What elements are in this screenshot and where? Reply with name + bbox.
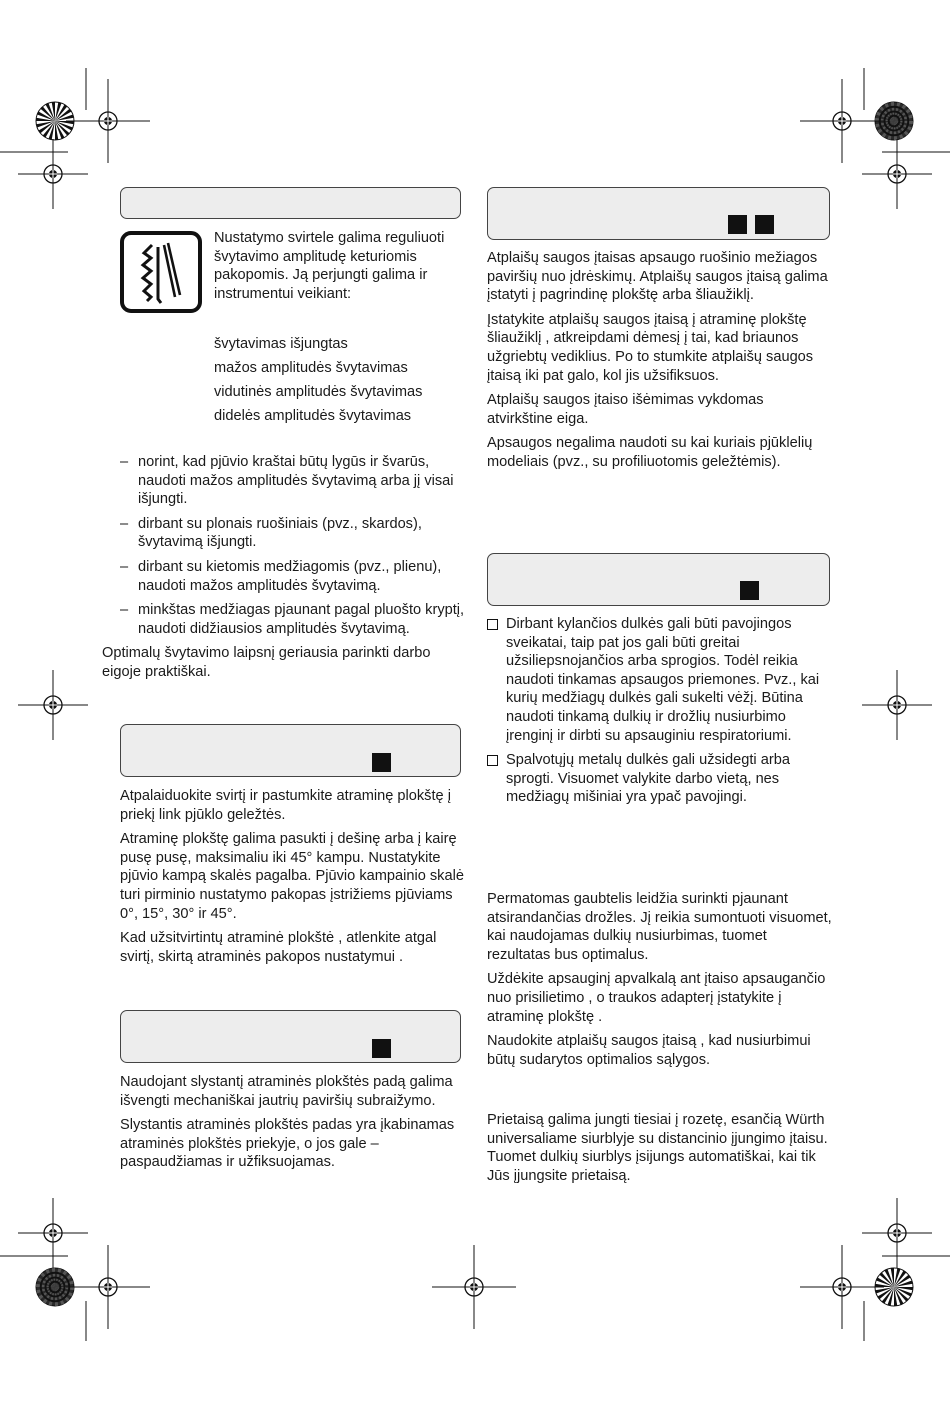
pendulum-level-1: mažos amplitudės švytavimas [214, 360, 408, 376]
splinter-paragraph: Apsaugos negalima naudoti su kai kuriais pjūklelių modeliais (pvz., su profiliuotomis geležtėmis). [487, 435, 813, 470]
cover-paragraph: Permatomas gaubtelis leidžia surinkti pjaunant atsirandančias drožles. Jį reikia sumontuoti visuomet, kai naudojamas dulkių nusiurbimas, tuomet rezultatas bus optimalus. [487, 891, 832, 963]
checkbox-bullet-icon [487, 619, 498, 630]
crosshair-registration-mark [66, 79, 150, 163]
sliding-pad-paragraph: Slystantis atraminės plokštės padas yra įkabinamas atraminės plokštės priekyje, o jos gale – paspaudžiamas ir užfiksuojamas. [120, 1117, 455, 1171]
section-header-dust [487, 553, 830, 606]
black-square-marker [755, 215, 774, 234]
dust-warning-item [487, 615, 833, 745]
splinter-paragraph: Atplaišų saugos įtaiso išėmimas vykdomas atvirkštine eiga. [487, 392, 764, 427]
crosshair-registration-mark [862, 1198, 932, 1268]
splinter-paragraph: Atplaišų saugos įtaisas apsaugo ruošinio mežiagos paviršių nuo įdrėskimų. Atplaišų saugos įtaisą galima įstatyti į pagrindinę plokštę arba šliaužiklį. [487, 250, 828, 304]
pendulum-level-0: švytavimas išjungtas [214, 336, 348, 352]
crosshair-registration-mark [18, 139, 88, 209]
baseplate-paragraph: Kad užsitvirtintų atraminė plokštė , atlenkite atgal svirtį, skirtą atraminės pakopos nustatymui . [120, 930, 437, 965]
section-header-splinter-guard [487, 187, 830, 240]
cover-paragraph: Naudokite atplaišų saugos įtaisą , kad nusiurbimui būtų sudarytos optimalios sąlygos. [487, 1033, 811, 1068]
dust-warning-item [487, 751, 833, 807]
pendulum-level-3: didelės amplitudės švytavimas [214, 408, 412, 424]
vacuum-paragraph: Prietaisą galima jungti tiesiai į rozetę, esančią Würth universaliame siurblyje su distancinio įjungimo įtaisu. Tuomet dulkių siurblys įsijungs automatiškai, kai tik Jūs įjungsite prietaisą. [487, 1112, 828, 1184]
section-header-pendulum [120, 187, 461, 219]
baseplate-paragraph: Atpalaiduokite svirtį ir pastumkite atraminę plokštę į priekį link pjūklo geležtės. [120, 788, 451, 823]
cover-paragraph: Uždėkite apsauginį apvalkalą ant įtaiso apsaugančio nuo prisilietimo , o traukos adapterį įstatykite į atraminę plokštę . [487, 971, 826, 1025]
crosshair-registration-mark [800, 1245, 884, 1329]
pendulum-stroke-icon [120, 231, 202, 313]
black-square-marker [372, 1039, 391, 1058]
crosshair-registration-mark [18, 1198, 88, 1268]
sliding-pad-paragraph: Naudojant slystantį atraminės plokštės padą galima išvengti mechaniškai jautrių paviršių subraižymo. [120, 1074, 453, 1109]
crosshair-registration-mark [18, 670, 88, 740]
crosshair-registration-mark [862, 139, 932, 209]
optimal-text: Optimalų švytavimo laipsnį geriausia parinkti darbo eigoje praktiškai. [102, 645, 431, 680]
tip-item: – dirbant su plonais ruošiniais (pvz., skardos), švytavimą išjungti. [120, 515, 466, 552]
crosshair-registration-mark [862, 670, 932, 740]
black-square-marker [740, 581, 759, 600]
black-square-marker [372, 753, 391, 772]
crosshair-registration-mark [432, 1245, 516, 1329]
black-square-marker [728, 215, 747, 234]
pendulum-level-2: vidutinės amplitudės švytavimas [214, 384, 423, 400]
dust-warning-text: Dirbant kylančios dulkės gali būti pavojingos sveikatai, taip pat jos gali būti greitai užsiliepsnojančios arba sprogios. Todėl reikia naudoti tinkamas apsaugos priemones. Pvz., kai kurių medžiagų dulkės gali sukelti vėžį. Būtina naudoti tinkamą dulkių ir drožlių nusiurbimo įrenginį ir dirbti su apsauginiu respiratoriumi. [506, 616, 820, 744]
baseplate-paragraph: Atraminę plokštę galima pasukti į dešinę arba į kairę pusę pusę, maksimaliu iki 45° kampu. Nustatykite pjūvio kampą skalės pagalba. Pjūvio kampainio skalė turi pirminio nustatymo pakopas įstrižiems pjūviams 0°, 15°, 30° ir 45°. [120, 831, 464, 922]
checkbox-bullet-icon [487, 755, 498, 766]
crosshair-registration-mark [66, 1245, 150, 1329]
splinter-paragraph: Įstatykite atplaišų saugos įtaisą į atraminę plokštę šliaužiklį , atkreipdami dėmesį į tai, kad briaunos užgriebtų vediklius. Po to stumkite atplaišų saugos įtaisą iki pat galo, kol jis užsifiksuos. [487, 311, 814, 384]
tip-item: – norint, kad pjūvio kraštai būtų lygūs ir švarūs, naudoti mažos amplitudės švytavimą arba jį visai išjungti. [120, 453, 466, 509]
tip-item: – minkštas medžiagas pjaunant pagal pluošto kryptį, naudoti didžiausios amplitudės švytavimą. [120, 601, 466, 638]
pendulum-intro-text: Nustatymo svirtele galima reguliuoti švytavimo amplitudę keturiomis pakopomis. Ją perjungti galima ir instrumentui veikiant: [214, 230, 445, 302]
section-header-sliding-pad [120, 1010, 461, 1063]
section-header-baseplate [120, 724, 461, 777]
crosshair-registration-mark [800, 79, 884, 163]
dust-warning-text: Spalvotųjų metalų dulkės gali užsidegti arba sprogti. Visuomet valykite darbo vietą, nes medžiagų mišiniai yra ypač pavojingi. [506, 752, 790, 806]
tip-item: – dirbant su kietomis medžiagomis (pvz., plienu), naudoti mažos amplitudės švytavimą. [120, 558, 466, 595]
